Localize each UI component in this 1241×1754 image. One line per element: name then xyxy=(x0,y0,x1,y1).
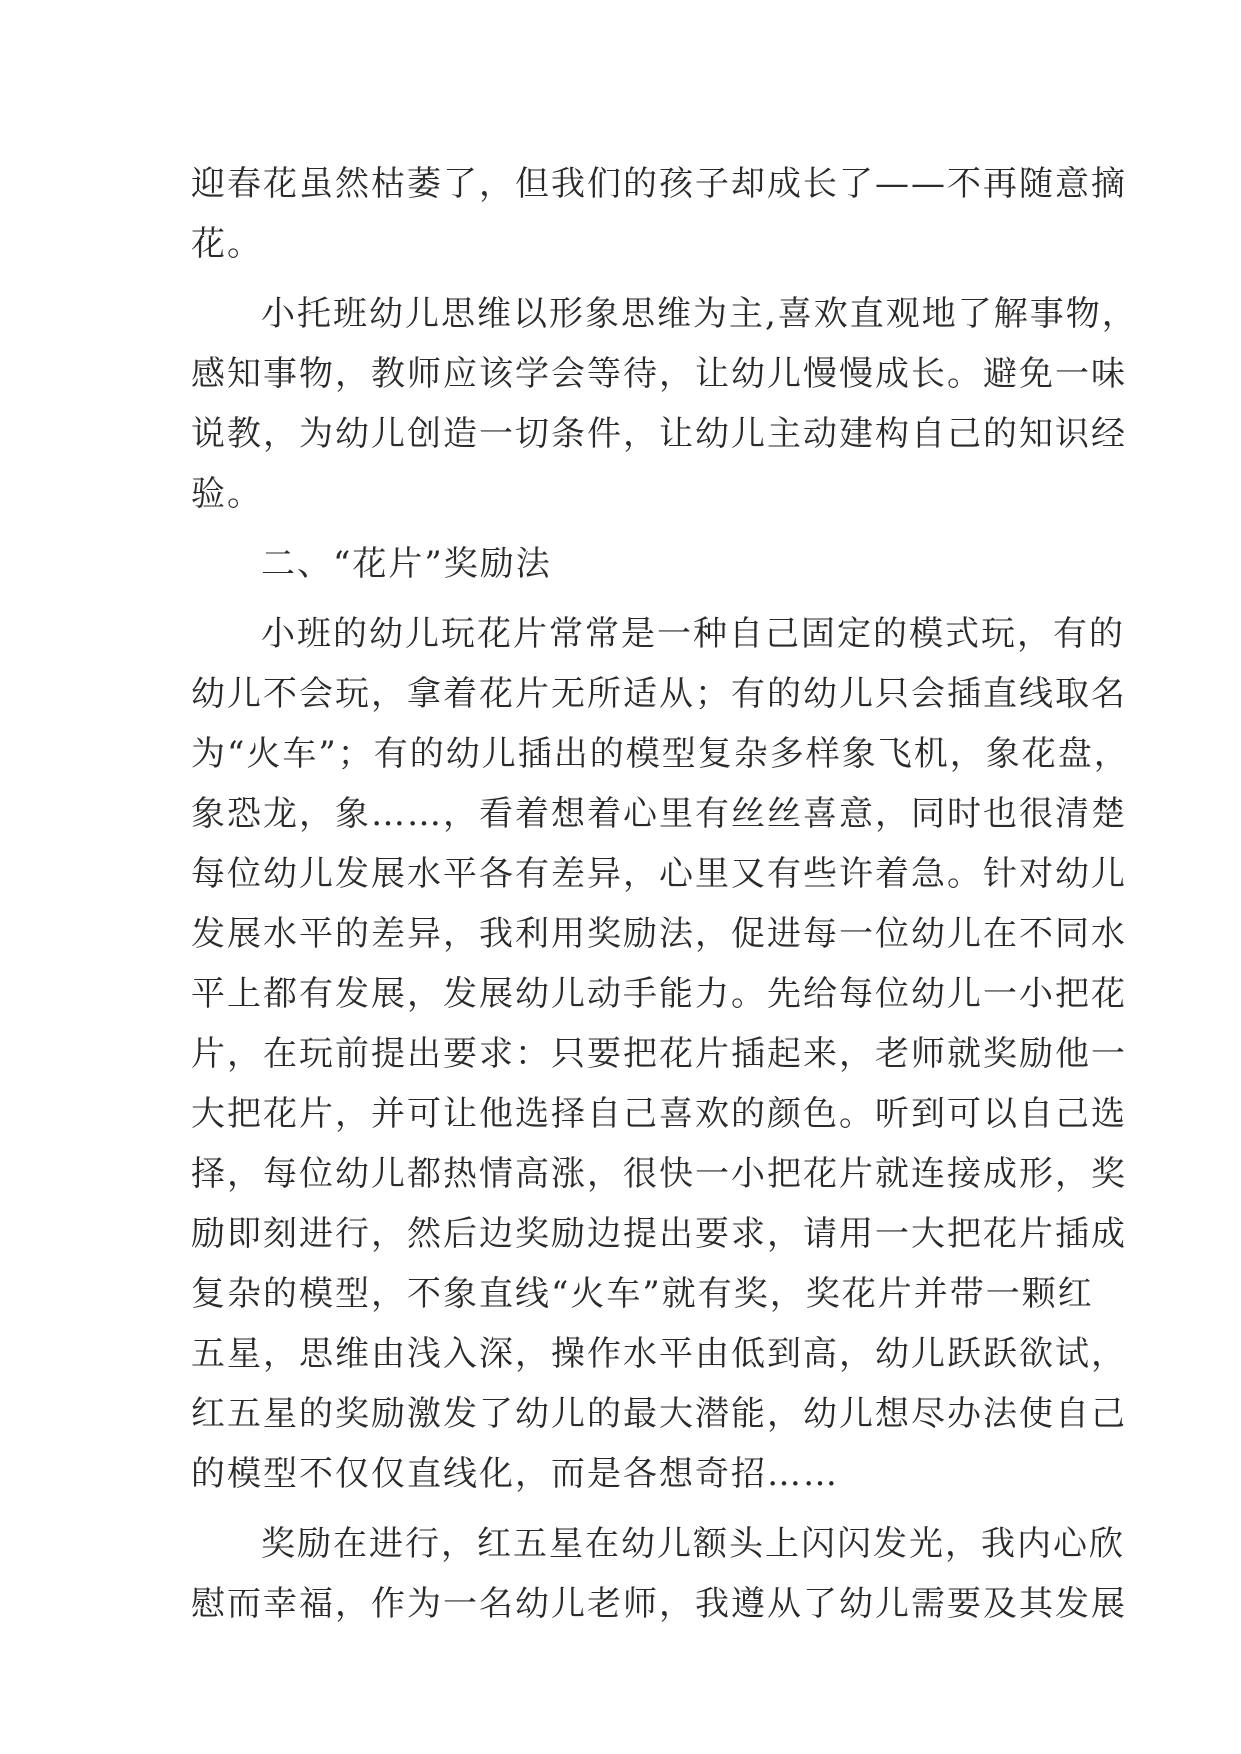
text-line: 感知事物，教师应该学会等待，让幼儿慢慢成长。避免一味 xyxy=(191,354,1127,394)
text-line: 为“火车”；有的幼儿插出的模型复杂多样象飞机，象花盘， xyxy=(191,734,1130,774)
text-line: 发展水平的差异，我利用奖励法，促进每一位幼儿在不同水 xyxy=(191,914,1127,954)
text-line: 复杂的模型，不象直线“火车”就有奖，奖花片并带一颗红 xyxy=(191,1274,1094,1314)
text-line: 红五星的奖励激发了幼儿的最大潜能，幼儿想尽办法使自己 xyxy=(191,1394,1127,1434)
text-line: 验。 xyxy=(191,474,263,514)
paragraph-start: 小班的幼儿玩花片常常是一种自己固定的模式玩，有的 xyxy=(261,614,1125,654)
text-line: 片，在玩前提出要求：只要把花片插起来，老师就奖励他一 xyxy=(191,1034,1127,1074)
text-line: 花。 xyxy=(191,224,263,264)
section-heading: 二、“花片”奖励法 xyxy=(261,544,552,584)
paragraph-start: 奖励在进行，红五星在幼儿额头上闪闪发光，我内心欣 xyxy=(261,1524,1125,1564)
text-line: 慰而幸福，作为一名幼儿老师，我遵从了幼儿需要及其发展 xyxy=(191,1584,1127,1624)
text-line: 说教，为幼儿创造一切条件，让幼儿主动建构自己的知识经 xyxy=(191,414,1127,454)
text-line: 的模型不仅仅直线化，而是各想奇招…… xyxy=(191,1454,839,1494)
text-line: 励即刻进行，然后边奖励边提出要求，请用一大把花片插成 xyxy=(191,1214,1127,1254)
text-line: 每位幼儿发展水平各有差异，心里又有些许着急。针对幼儿 xyxy=(191,854,1127,894)
paragraph-start: 小托班幼儿思维以形象思维为主,喜欢直观地了解事物， xyxy=(261,294,1138,334)
text-line: 幼儿不会玩，拿着花片无所适从；有的幼儿只会插直线取名 xyxy=(191,674,1127,714)
text-line: 大把花片，并可让他选择自己喜欢的颜色。听到可以自己选 xyxy=(191,1094,1127,1134)
text-line: 迎春花虽然枯萎了，但我们的孩子却成长了——不再随意摘 xyxy=(191,164,1127,204)
text-line: 择，每位幼儿都热情高涨，很快一小把花片就连接成形，奖 xyxy=(191,1154,1127,1194)
text-line: 平上都有发展，发展幼儿动手能力。先给每位幼儿一小把花 xyxy=(191,974,1127,1014)
text-line: 五星，思维由浅入深，操作水平由低到高，幼儿跃跃欲试， xyxy=(191,1334,1127,1374)
document-page xyxy=(191,154,1138,1634)
text-line: 象恐龙，象……，看着想着心里有丝丝喜意，同时也很清楚 xyxy=(191,794,1127,834)
